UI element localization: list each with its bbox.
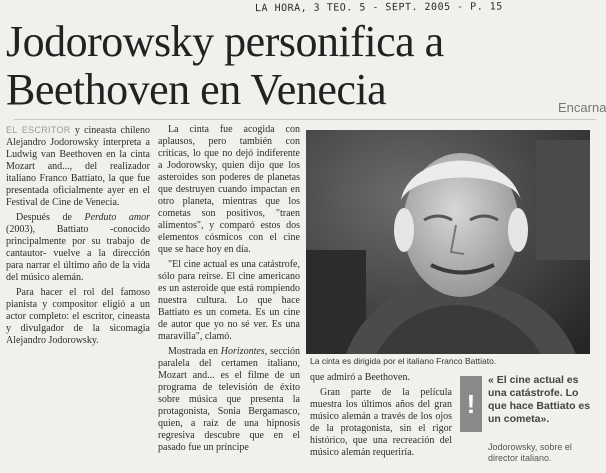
kicker: EL ESCRITOR	[6, 125, 71, 135]
headline: Jodorowsky personifica a Beethoven en Venecia	[6, 17, 444, 114]
portrait-photo	[306, 130, 590, 354]
photo-caption: La cinta es dirigida por el italiano Franco Battiato.	[310, 356, 497, 366]
pull-quote-attribution: Jodorowsky, sobre el director italiano.	[488, 442, 572, 463]
paragraph: Para hacer el rol del famoso pianista y compositor eligió a un actor completo: el escritor, cineasta y divulgador de la sicomagia Alejandro Jodorowsky.	[6, 287, 150, 346]
paragraph: "El cine actual es una catástrofe, sólo para reírse. El cine americano es un asteroide que está rompiendo nuestra cultura. Lo que hace Battiato es un cometa. Es un cine de autor que yo no sé ver. Es una maravilla", clamó.	[158, 259, 300, 342]
article-column-1	[6, 124, 150, 469]
section-name: Horizontes	[220, 346, 265, 357]
article-column-3	[310, 372, 452, 470]
photo-image	[306, 130, 590, 354]
paragraph: Gran parte de la película muestra los últimos años del gran músico alemán a través de los ojos de la protagonista, sin el rigor histórico, que una recreación del músico alemán requeriría.	[310, 387, 452, 458]
paragraph	[6, 212, 150, 284]
text-run: Después de	[16, 212, 85, 223]
film-title: Perduto amor	[84, 212, 150, 223]
text-run: , sección paralela del certamen italiano, Mozart and... es el filme de un programa de televisión de éxito sobre música que presenta la protagonista, Sonia Bergamasco, quien, a raíz de una hipnosis regresiva descubre que en el pasado fue un príncipe	[158, 346, 300, 453]
handwritten-date-note: LA HORA, 3 TEO. 5 - SEPT. 2005 - P. 15	[254, 1, 503, 15]
paragraph: que admiró a Beethoven.	[310, 372, 410, 383]
adjacent-article-fragment: Encarna	[558, 100, 606, 115]
paragraph	[158, 346, 300, 454]
pull-quote-box	[460, 374, 598, 470]
lead-paragraph	[6, 124, 150, 209]
article-column-2	[158, 124, 300, 467]
pull-quote-text: « El cine actual es una catástrofe. Lo que hace Battiato es un cometa».	[488, 374, 591, 425]
text-run: Mostrada en	[168, 346, 221, 357]
lead-text: y cineasta chileno Alejandro Jodorowsky interpreta a Ludwig van Beethoven en la cinta Mozart and..., del realizador italiano Franco Battiato, la que fue presentada oficialmente ayer en el Festival de Cine de Venecia.	[6, 125, 150, 208]
paragraph: La cinta fue acogida con aplausos, pero también con críticas, lo que no dejó indiferente a Jodorowsky, quien dijo que los asteroides son poderes de planetas que destruyen cuando impactan en otro planeta, mientras que los cometas son positivos, "traen alimentos", y comparó estos dos elementos cósmicos con el cine que se hace hoy en día.	[158, 124, 300, 255]
text-run: (2003), Battiato -conocido principalmente por su trabajo de cantautor- vuelve a la dirección para narrar el último año de la vida del músico alemán.	[6, 224, 150, 283]
divider-rule	[14, 119, 596, 120]
exclamation-icon: !	[460, 376, 482, 432]
